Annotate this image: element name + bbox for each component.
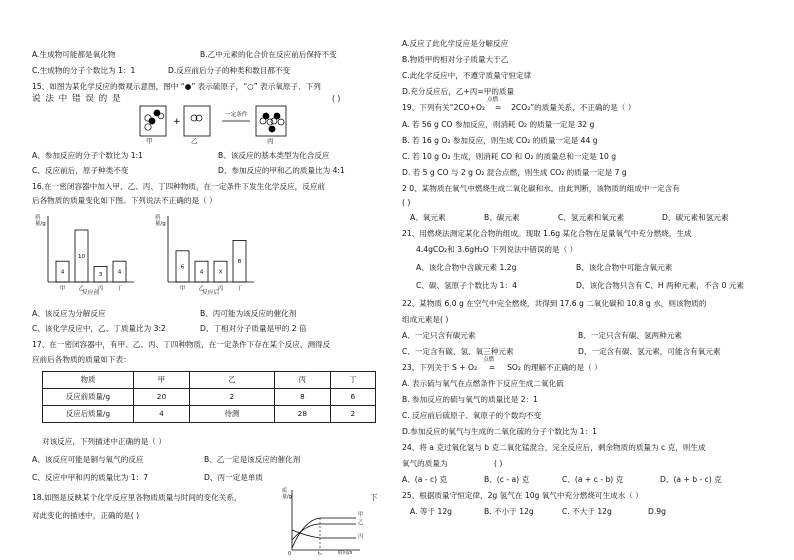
q15-label-bing: 丙 bbox=[267, 137, 274, 145]
q23-condition-arrow: 点燃 = bbox=[483, 357, 496, 372]
q23-option-d: D.参加反应的氧气与生成的二氧化硫的分子个数比为 1：1 bbox=[402, 427, 597, 436]
curve-jia bbox=[292, 518, 356, 548]
q21-stem-line1: 21、用燃烧法测定某化合物的组成。现取 1.6g 某化合物在足量氧气中充分燃烧，生成 bbox=[402, 229, 692, 238]
q16-before-chart bbox=[34, 210, 144, 302]
q21-option-b: B、该化合物中可能含氧元素 bbox=[576, 263, 673, 272]
after-bar-value: 8 bbox=[237, 259, 242, 266]
q17-stem-line1: 17、在一密闭容器中，有甲、乙、丙、丁四种物质，在一定条件下存在某个反应，测得反 bbox=[32, 340, 331, 349]
q21-stem-line2: 4.4gCO₂和 3.6gH₂O 下列说法中错误的是（ ） bbox=[416, 245, 578, 254]
table-header-cell: 乙 bbox=[189, 372, 274, 389]
q17-option-c: C、反应中甲和丙的质量比为 1：7 bbox=[32, 473, 149, 482]
q16-after-caption: 反应后 bbox=[202, 290, 220, 296]
table-cell: 6 bbox=[330, 389, 375, 406]
q18-t1: t₁ bbox=[318, 551, 322, 557]
q18-option-a: A.反应了此化学反应是分解反应 bbox=[402, 39, 509, 48]
before-bar-category: 丁 bbox=[116, 286, 123, 292]
table-row bbox=[43, 389, 376, 406]
q15-condition-label: 一定条件 bbox=[225, 112, 248, 118]
q20-stem: 2 0、某物质在氧气中燃烧生成二氧化碳和水。由此判断，该物质的组成中一定含有 bbox=[402, 184, 680, 193]
q18-option-b: B.物质甲的相对分子质量大于乙 bbox=[402, 55, 509, 64]
q18-stem-line1-tail: 下 bbox=[370, 493, 378, 502]
q18-stem-line2: 对此变化的描述中，正确的是( ) bbox=[32, 511, 140, 520]
before-bar-value: 4 bbox=[117, 269, 122, 276]
q22-option-b: B、一定只含有碳、氢两种元素 bbox=[578, 331, 682, 340]
table-cell: 20 bbox=[134, 389, 190, 406]
q15-label-yi: 乙 bbox=[191, 137, 198, 145]
table-header-cell: 物质 bbox=[43, 372, 134, 389]
q19-formula-left: “2CO+O₂ bbox=[449, 103, 486, 112]
q15-molecule-diagram bbox=[132, 104, 312, 148]
table-header-cell: 丙 bbox=[274, 372, 330, 389]
q17-stem-line3: 对该反应，下列描述中正确的是（ ） bbox=[42, 437, 166, 446]
q16-stem-line1: 16.在一密闭容器中加入甲、乙、丙、丁四种物质，在一定条件下发生化学反应，反应前 bbox=[32, 182, 326, 191]
q15-answer-paren: ( ) bbox=[332, 94, 341, 103]
q22-option-a: A、一定只含有碳元素 bbox=[402, 331, 476, 340]
q18-curve-label-yi: 乙 bbox=[358, 520, 364, 526]
q19-option-d: D. 若 5 g CO 与 2 g O₂ 混合点燃，则生成 CO₂ 的质量一定是 7 g bbox=[402, 168, 627, 177]
q16-option-a: A、该反应为分解反应 bbox=[32, 309, 106, 318]
before-bar-value: 10 bbox=[77, 254, 86, 260]
q18-origin: 0 bbox=[288, 551, 292, 557]
q20-option-d: D、碳元素和氢元素 bbox=[662, 213, 729, 222]
before-bar-value: 3 bbox=[98, 272, 103, 279]
q14-option-d: D.反应前后分子的种类和数目都不变 bbox=[168, 66, 291, 75]
q23-option-b: B. 参加反应的硫与氧气的质量比是 2：1 bbox=[402, 395, 539, 404]
q23-option-a: A. 表示硫与氧气在点燃条件下反应生成二氧化硫 bbox=[402, 379, 564, 388]
table-cell: 2 bbox=[189, 389, 274, 406]
q22-option-d: D、一定含有碳、氢元素，可能含有氧元素 bbox=[578, 347, 721, 356]
q24-stem-line1: 24、将 a 克过氧化氢与 b 克二氧化锰混合，完全反应后，剩余物质的质量为 c 克，则生成 bbox=[402, 443, 706, 452]
q15-option-c: C、反应前后，原子种类不变 bbox=[32, 166, 129, 175]
q24-answer-paren: ( ) bbox=[494, 459, 503, 468]
q18-option-c: C.此化学反应中，不遵守质量守恒定律 bbox=[402, 71, 532, 80]
q15-stem-line1: 15、如图为某化学反应的微观示意图，图中 “●” 表示硫原子，“○” 表示氧原子．下列 bbox=[32, 82, 321, 91]
after-bar-category: 丁 bbox=[236, 286, 243, 292]
q22-stem-line2: 组成元素是( ) bbox=[402, 315, 449, 324]
q19-option-b: B. 若 16 g O₂ 参加反应，则生成 CO₂ 的质量一定是 44 g bbox=[402, 136, 598, 145]
q18-option-d: D.充分反应后，乙+丙=甲的质量 bbox=[402, 87, 515, 96]
q19-condition-arrow: 点燃 = bbox=[487, 97, 502, 112]
q25-option-b: B. 不小于 12g bbox=[484, 507, 534, 516]
after-bar-category: 乙 bbox=[198, 286, 205, 292]
q23-stem-pre: 23、下列关于 S + O₂ bbox=[402, 363, 478, 372]
q16-axis-label-after: 质量/g bbox=[155, 215, 166, 228]
after-bar-value: X bbox=[218, 269, 223, 276]
after-bar-value: 6 bbox=[180, 264, 185, 271]
q16-option-c: C、该化学反应中，乙、丁质量比为 3:2 bbox=[32, 324, 166, 333]
q14-option-b: B.乙中元素的化合价在反应前后保持不变 bbox=[200, 50, 337, 59]
q18-curve-label-bing: 丙 bbox=[358, 534, 364, 540]
table-cell: 2 bbox=[330, 406, 375, 423]
q25-option-a: A. 等于 12g bbox=[410, 507, 452, 516]
q21-option-d: D、该化合物只含有 C、H 两种元素，不含 0 元素 bbox=[576, 281, 745, 290]
q24-option-d: D、(a + b - c) 克 bbox=[660, 475, 722, 484]
q18-curve-label-jia: 甲 bbox=[358, 512, 364, 518]
table-cell: 反应前质量/g bbox=[43, 389, 134, 406]
q19-condition: 点燃 bbox=[487, 97, 499, 103]
q16-before-caption: 反应前 bbox=[82, 290, 100, 296]
q23-stem-post: SO₂ 的理解不正确的是（ ） bbox=[507, 363, 602, 372]
table-cell: 4 bbox=[134, 406, 190, 423]
table-cell: 28 bbox=[274, 406, 330, 423]
q22-option-c: C、一定含有碳、氢、氧三种元素 bbox=[402, 347, 514, 356]
q18-stem-line1: 18.如图是反映某个化学反应里各物质质量与时间的变化关系， bbox=[32, 493, 242, 502]
q24-option-c: C、(a + c - b) 克 bbox=[562, 475, 624, 484]
q24-stem-line2: 氧气的质量为 bbox=[402, 459, 448, 468]
q15-stem-line2: 说 法 中 错 误 的 是 bbox=[32, 94, 122, 104]
q15-option-b: B、该反应的基本类型为化合反应 bbox=[218, 151, 330, 160]
q23-stem bbox=[402, 357, 602, 373]
q16-option-b: B、丙可能为该反应的催化剂 bbox=[200, 309, 297, 318]
q24-option-b: B、(c - a) 克 bbox=[484, 475, 530, 484]
q20-option-b: B、碳元素 bbox=[484, 213, 520, 222]
after-bar-category: 甲 bbox=[179, 286, 186, 292]
q25-option-d: D.9g bbox=[648, 507, 666, 516]
q25-option-c: C. 不大于 12g bbox=[562, 507, 612, 516]
q25-stem: 25、根据质量守恒定律，2g 氢气在 10g 氧气中充分燃烧可生成水（ ） bbox=[402, 491, 643, 500]
q15-option-a: A、参加反应的分子个数比为 1:1 bbox=[32, 151, 143, 160]
q17-option-d: D、丙一定是单质 bbox=[204, 473, 264, 482]
table-cell: 反应后质量/g bbox=[43, 406, 134, 423]
table-header-cell: 甲 bbox=[134, 372, 190, 389]
q16-after-chart bbox=[154, 210, 264, 302]
q15-option-d: D、参加反应的甲和乙的质量比为 4:1 bbox=[218, 166, 345, 175]
table-header-cell: 丁 bbox=[330, 372, 375, 389]
q20-answer-paren: ( ) bbox=[402, 198, 411, 207]
q24-option-a: A、(a - c) 克 bbox=[402, 475, 448, 484]
q17-option-a: A、该反应可能是铜与氧气的反应 bbox=[32, 455, 144, 464]
q15-label-jia: 甲 bbox=[146, 137, 153, 145]
q23-option-c: C. 反应前后硫原子、氧原子的个数均不变 bbox=[402, 411, 542, 420]
before-bar-category: 甲 bbox=[59, 286, 66, 292]
q19-stem bbox=[402, 97, 636, 113]
before-bar-category: 丙 bbox=[97, 286, 104, 292]
q14-option-a: A.生成物可能都是氧化物 bbox=[32, 50, 116, 59]
table-cell: 8 bbox=[274, 389, 330, 406]
curve-yi bbox=[292, 524, 356, 540]
q19-stem-post: 的质量关系，不正确的是（ ） bbox=[534, 103, 636, 112]
q17-stem-line2: 应前后各物质的质量如下表： bbox=[32, 355, 131, 364]
q23-condition: 点燃 bbox=[483, 357, 495, 363]
q16-stem-line2: 后各物质的质量变化如下图。下列说法不正确的是（ ） bbox=[32, 196, 217, 205]
q19-option-a: A. 若 56 g CO 参加反应，则消耗 O₂ 的质量一定是 32 g bbox=[402, 120, 595, 129]
q16-axis-label-before: 质量/g bbox=[35, 215, 46, 228]
table-row bbox=[43, 406, 376, 423]
q22-stem-line1: 22、某物质 6.0 g 在空气中完全燃烧，共得到 17.6 g 二氧化碳和 10.8 g 水，则该物质的 bbox=[402, 299, 707, 308]
q18-xlabel: 时间/s bbox=[338, 550, 353, 556]
q21-option-c: C、碳、氢原子个数比为 1：4 bbox=[416, 281, 517, 290]
q20-option-c: C、氢元素和氧元素 bbox=[558, 213, 625, 222]
q17-option-b: B、乙一定是该反应的催化剂 bbox=[204, 455, 301, 464]
q14-option-c: C.生成物的分子个数比为 1：1 bbox=[32, 66, 136, 75]
svg-text:+: + bbox=[173, 117, 181, 127]
before-bar-value: 4 bbox=[60, 269, 65, 276]
q20-option-a: A、氧元素 bbox=[410, 213, 446, 222]
q16-option-d: D、丁相对分子质量是甲的 2 倍 bbox=[200, 324, 307, 333]
q19-stem-pre: 19、下列有关 bbox=[402, 103, 450, 112]
before-bar-category: 乙 bbox=[78, 286, 85, 292]
q17-mass-table bbox=[42, 371, 376, 423]
after-bar-value: 4 bbox=[199, 269, 204, 276]
table-cell: 待测 bbox=[189, 406, 274, 423]
q19-option-c: C. 若 10 g O₂ 生成，则消耗 CO 和 O₂ 的质量总和一定是 10 g bbox=[402, 152, 617, 161]
q18-ylabel: 质量/g bbox=[282, 488, 292, 500]
table-header-row bbox=[43, 372, 376, 389]
q21-option-a: A、该化合物中含碳元素 1.2g bbox=[416, 263, 517, 272]
q19-formula-right: 2CO₂” bbox=[511, 103, 535, 112]
after-bar-category: 丙 bbox=[217, 286, 224, 292]
